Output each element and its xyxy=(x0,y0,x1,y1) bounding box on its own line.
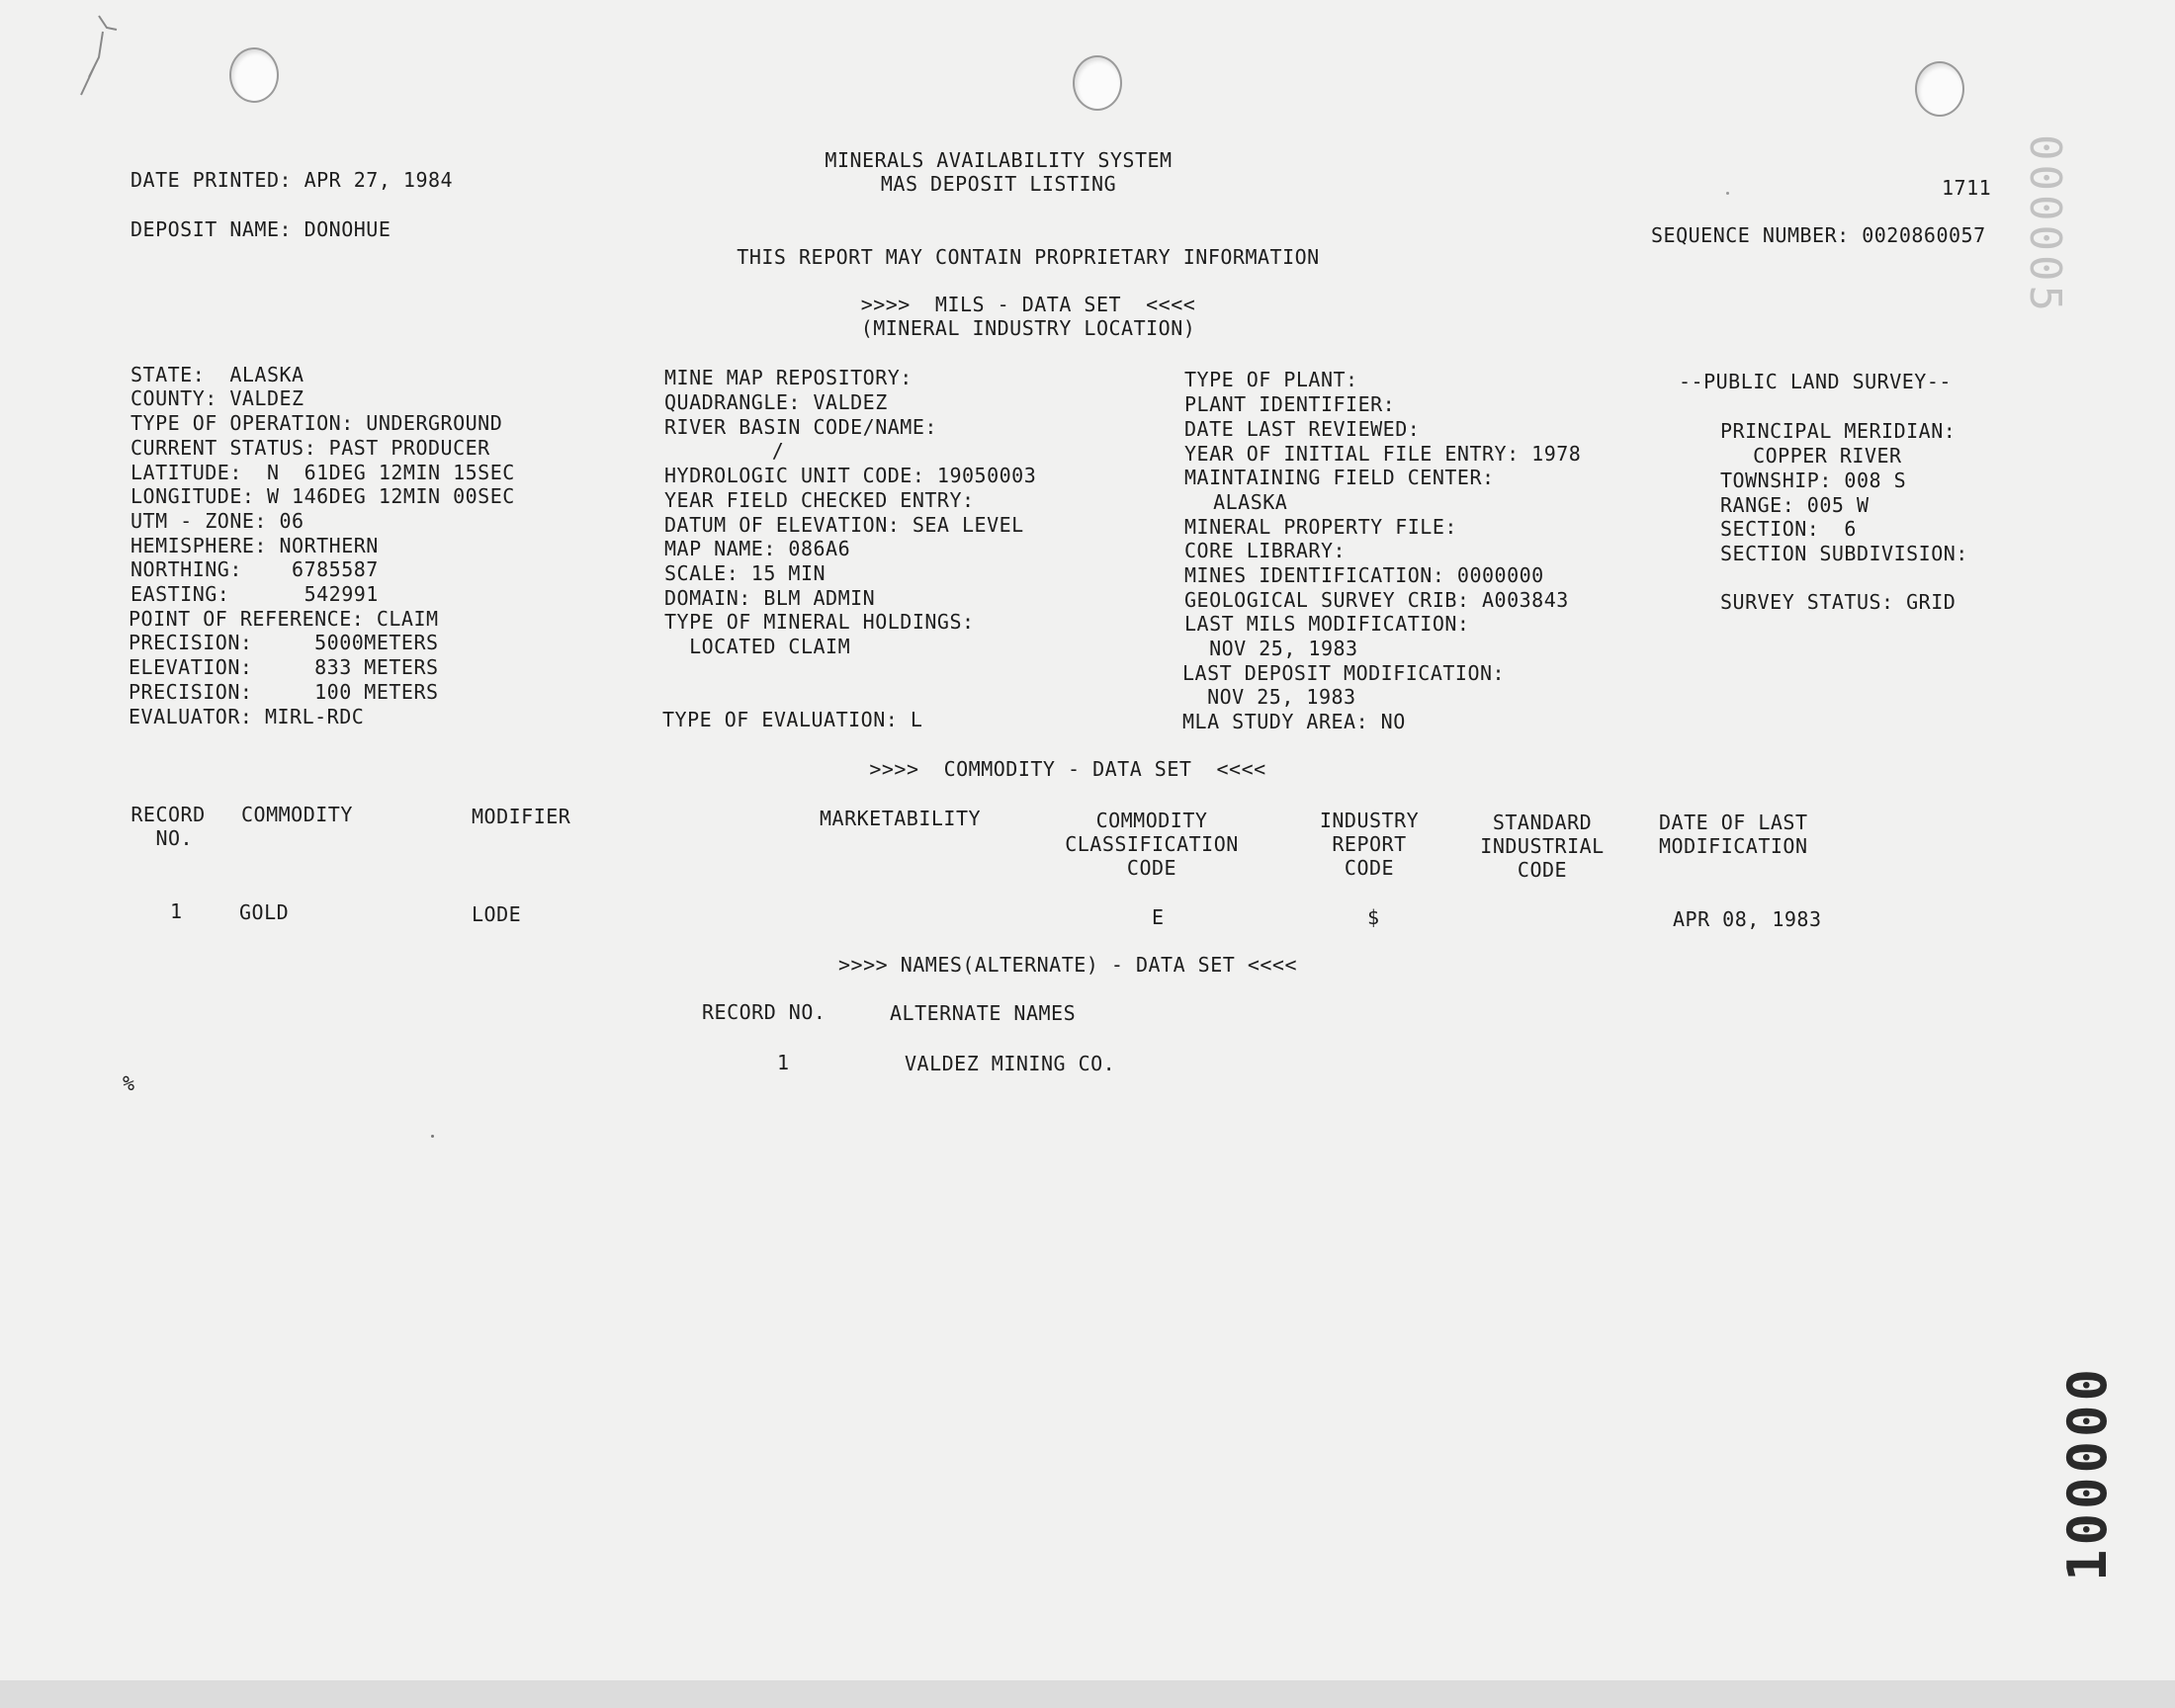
field-survey-status: SURVEY STATUS: GRID xyxy=(1720,590,1957,614)
field-easting: EASTING: 542991 xyxy=(130,582,379,606)
punch-hole-right xyxy=(1915,61,1964,117)
field-range: RANGE: 005 W xyxy=(1720,493,1870,517)
field-scale: SCALE: 15 MIN xyxy=(664,561,826,585)
names-cell-record-no: 1 xyxy=(777,1051,790,1074)
field-core-library: CORE LIBRARY: xyxy=(1184,539,1347,562)
field-last-deposit-modification-date: NOV 25, 1983 xyxy=(1182,685,1356,709)
field-last-mils-modification: LAST MILS MODIFICATION: xyxy=(1184,612,1470,636)
commodity-heading: >>>> COMMODITY - DATA SET <<<< xyxy=(869,757,1266,781)
names-heading: >>>> NAMES(ALTERNATE) - DATA SET <<<< xyxy=(837,953,1298,977)
field-state: STATE: ALASKA xyxy=(130,363,304,386)
field-latitude: LATITUDE: N 61DEG 12MIN 15SEC xyxy=(130,461,515,484)
ink-speck xyxy=(1726,192,1729,195)
scan-bottom-edge xyxy=(0,1680,2175,1708)
field-type-of-operation: TYPE OF OPERATION: UNDERGROUND xyxy=(130,411,503,435)
sequence-number: SEQUENCE NUMBER: 0020860057 xyxy=(1651,223,1986,247)
deposit-name: DEPOSIT NAME: DONOHUE xyxy=(130,217,392,241)
col-header-standard-industrial: STANDARD INDUSTRIAL CODE xyxy=(1480,811,1605,882)
field-utm-zone: UTM - ZONE: 06 xyxy=(130,509,304,533)
col-header-record-no: RECORD NO. xyxy=(130,803,206,850)
field-evaluator: EVALUATOR: MIRL-RDC xyxy=(129,705,365,728)
cell-industry-report: $ xyxy=(1367,905,1380,929)
cell-commodity: GOLD xyxy=(239,900,290,924)
mils-heading: >>>> MILS - DATA SET <<<< xyxy=(860,293,1196,316)
mils-subheading: (MINERAL INDUSTRY LOCATION) xyxy=(860,316,1196,340)
public-land-survey-heading: --PUBLIC LAND SURVEY-- xyxy=(1679,370,1952,393)
field-mine-map-repository: MINE MAP REPOSITORY: xyxy=(664,366,913,389)
col-header-classification: COMMODITY CLASSIFICATION CODE xyxy=(1065,809,1239,880)
field-mla-study-area: MLA STUDY AREA: NO xyxy=(1182,710,1406,733)
field-township: TOWNSHIP: 008 S xyxy=(1720,469,1907,492)
punch-hole-left xyxy=(229,47,279,103)
field-hydrologic-unit-code: HYDROLOGIC UNIT CODE: 19050003 xyxy=(664,464,1037,487)
col-header-industry-report: INDUSTRY REPORT CODE xyxy=(1319,809,1420,880)
field-last-deposit-modification: LAST DEPOSIT MODIFICATION: xyxy=(1182,661,1506,685)
field-date-last-reviewed: DATE LAST REVIEWED: xyxy=(1184,417,1421,441)
field-hemisphere: HEMISPHERE: NORTHERN xyxy=(130,534,379,557)
field-maintaining-field-center: MAINTAINING FIELD CENTER: xyxy=(1184,466,1495,489)
field-type-of-mineral-holdings: TYPE OF MINERAL HOLDINGS: xyxy=(664,610,975,634)
field-year-field-checked: YEAR FIELD CHECKED ENTRY: xyxy=(664,488,975,512)
stamp-number-top: 000005 xyxy=(2020,134,2070,315)
pen-scribble-mark xyxy=(59,8,138,107)
col-header-commodity: COMMODITY xyxy=(241,803,353,826)
field-river-basin-value: / xyxy=(710,439,785,463)
field-mineral-property-file: MINERAL PROPERTY FILE: xyxy=(1184,515,1457,539)
field-mines-identification: MINES IDENTIFICATION: 0000000 xyxy=(1184,563,1544,587)
field-section: SECTION: 6 xyxy=(1720,517,1857,541)
field-field-center-value: ALASKA xyxy=(1188,490,1288,514)
field-county: COUNTY: VALDEZ xyxy=(130,386,304,410)
field-elevation: ELEVATION: 833 METERS xyxy=(129,655,439,679)
page-number: 1711 xyxy=(1942,176,1992,200)
names-cell-alternate-name: VALDEZ MINING CO. xyxy=(905,1052,1116,1075)
field-longitude: LONGITUDE: W 146DEG 12MIN 00SEC xyxy=(130,484,515,508)
field-plant-identifier: PLANT IDENTIFIER: xyxy=(1184,392,1396,416)
col-header-date-last-mod: DATE OF LAST MODIFICATION xyxy=(1659,811,1808,858)
field-map-name: MAP NAME: 086A6 xyxy=(664,537,851,560)
system-title: MINERALS AVAILABILITY SYSTEM xyxy=(825,148,1173,172)
field-year-of-initial-entry: YEAR OF INITIAL FILE ENTRY: 1978 xyxy=(1184,442,1582,466)
ink-speck xyxy=(431,1135,434,1138)
cell-modifier: LODE xyxy=(472,902,522,926)
field-principal-meridian: PRINCIPAL MERIDIAN: xyxy=(1720,419,1957,443)
col-header-modifier: MODIFIER xyxy=(472,805,571,828)
field-last-mils-modification-date: NOV 25, 1983 xyxy=(1184,637,1358,660)
stamp-number-bottom: 100000 xyxy=(2056,1364,2119,1581)
field-datum-of-elevation: DATUM OF ELEVATION: SEA LEVEL xyxy=(664,513,1024,537)
field-mineral-holdings-value: LOCATED CLAIM xyxy=(664,635,851,658)
col-header-marketability: MARKETABILITY xyxy=(820,807,982,830)
field-geological-survey-crib: GEOLOGICAL SURVEY CRIB: A003843 xyxy=(1184,588,1569,612)
cell-classification: E xyxy=(1152,905,1165,929)
cell-record-no: 1 xyxy=(170,899,183,923)
field-domain: DOMAIN: BLM ADMIN xyxy=(664,586,876,610)
field-northing: NORTHING: 6785587 xyxy=(130,557,379,581)
punch-hole-center xyxy=(1073,55,1122,111)
field-type-of-plant: TYPE OF PLANT: xyxy=(1184,368,1358,391)
field-river-basin: RIVER BASIN CODE/NAME: xyxy=(664,415,937,439)
field-type-of-evaluation: TYPE OF EVALUATION: L xyxy=(662,708,923,731)
names-header-alternate-names: ALTERNATE NAMES xyxy=(890,1001,1077,1025)
field-quadrangle: QUADRANGLE: VALDEZ xyxy=(664,390,888,414)
names-header-record-no: RECORD NO. xyxy=(702,1000,826,1024)
field-point-of-reference: POINT OF REFERENCE: CLAIM xyxy=(129,607,439,631)
cell-date-last-mod: APR 08, 1983 xyxy=(1673,907,1822,931)
field-precision-elevation: PRECISION: 100 METERS xyxy=(129,680,439,704)
listing-title: MAS DEPOSIT LISTING xyxy=(880,172,1117,196)
footer-percent-mark: % xyxy=(123,1071,135,1095)
field-precision-location: PRECISION: 5000METERS xyxy=(129,631,439,654)
field-principal-meridian-value: COPPER RIVER xyxy=(1728,444,1902,468)
date-printed: DATE PRINTED: APR 27, 1984 xyxy=(130,168,454,192)
proprietary-notice: THIS REPORT MAY CONTAIN PROPRIETARY INFORMATION xyxy=(737,245,1320,269)
field-current-status: CURRENT STATUS: PAST PRODUCER xyxy=(130,436,490,460)
field-section-subdivision: SECTION SUBDIVISION: xyxy=(1720,542,1968,565)
